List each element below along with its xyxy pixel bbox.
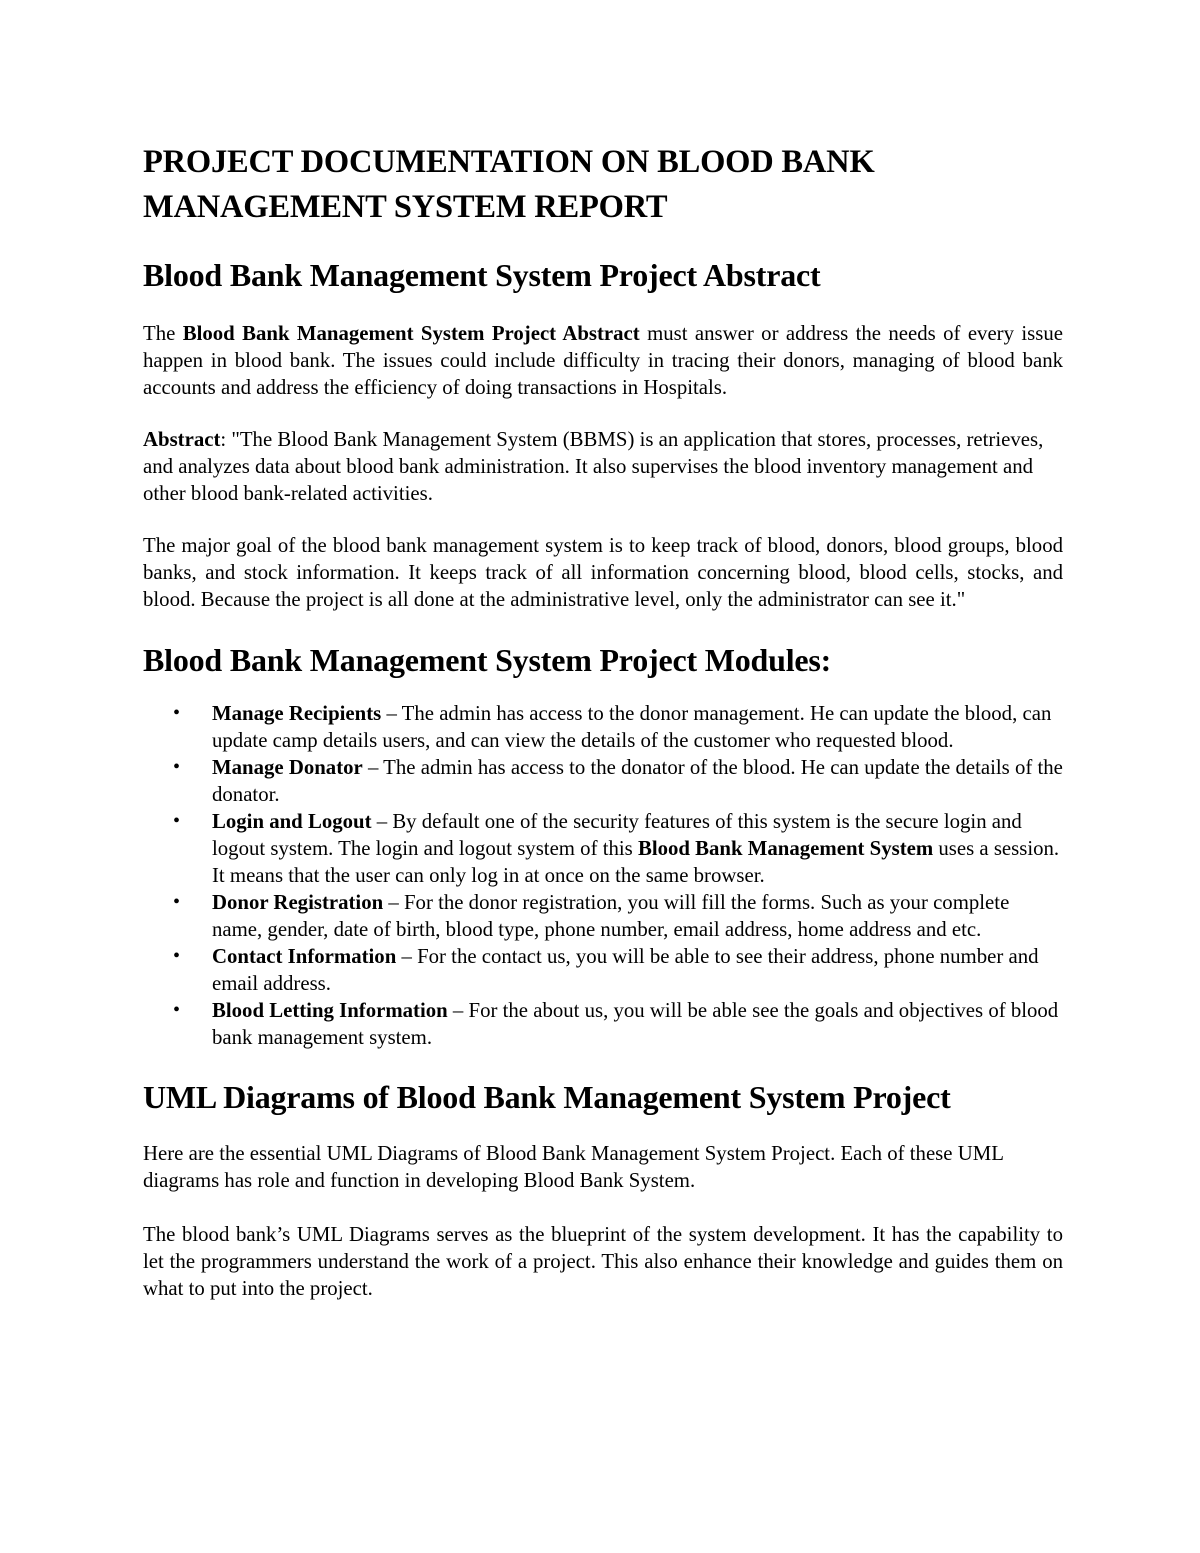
module-description: – For the about us, you will be able see the goals and objectives of blood bank management system. <box>212 999 1059 1049</box>
list-item <box>143 808 1063 889</box>
document-title: PROJECT DOCUMENTATION ON BLOOD BANK MANAGEMENT SYSTEM REPORT <box>143 144 875 225</box>
intro-bold-term: Blood Bank Management System Project Abstract <box>182 322 640 345</box>
list-item <box>143 754 1063 808</box>
uml-blueprint-paragraph: The blood bank’s UML Diagrams serves as the blueprint of the system development. It has the capability to let the programmers understand the work of a project. This also enhance their knowledge and guides them on what to put into the project. <box>143 1223 1063 1300</box>
module-name: Manage Donator <box>212 756 363 779</box>
module-description: – By default one of the security features of this system is the secure login and logout system. The login and logout system of this <box>212 810 1022 860</box>
list-item <box>143 997 1063 1051</box>
uml-heading: UML Diagrams of Blood Bank Management System Project <box>143 1079 951 1115</box>
module-description: – The admin has access to the donator of the blood. He can update the details of the donator. <box>212 756 1063 806</box>
module-description: – The admin has access to the donor management. He can update the blood, can update camp details users, and can view the details of the customer who requested blood. <box>212 702 1052 752</box>
intro-prefix: The <box>143 322 183 345</box>
uml-intro-paragraph: Here are the essential UML Diagrams of Blood Bank Management System Project. Each of these UML diagrams has role and function in developing Blood Bank System. <box>143 1142 1004 1192</box>
module-name: Blood Letting Information <box>212 999 448 1022</box>
bullet-icon: • <box>173 810 181 832</box>
abstract-heading: Blood Bank Management System Project Abstract <box>143 257 821 293</box>
abstract-intro-paragraph <box>143 320 1063 401</box>
bullet-icon: • <box>173 756 181 778</box>
module-name: Donor Registration <box>212 891 384 914</box>
module-name: Login and Logout <box>212 810 372 833</box>
abstract-paragraph <box>143 426 1063 507</box>
list-item <box>143 700 1063 754</box>
bullet-icon: • <box>173 702 181 724</box>
module-description-cont: uses a session. It means that the user can only log in at once on the same browser. <box>212 837 1060 887</box>
list-item <box>143 943 1063 997</box>
module-name: Contact Information <box>212 945 397 968</box>
modules-list <box>143 700 1063 1051</box>
bullet-icon: • <box>173 999 181 1021</box>
intro-rest: must answer or address the needs of every issue happen in blood bank. The issues could include difficulty in tracing their donors, managing of blood bank accounts and address the efficiency of doing transactions in Hospitals. <box>143 322 1063 399</box>
module-bold-term: Blood Bank Management System <box>637 837 934 860</box>
modules-heading: Blood Bank Management System Project Modules: <box>143 642 832 678</box>
abstract-text: : "The Blood Bank Management System (BBMS) is an application that stores, processes, retrieves, and analyzes data about blood bank administration. It also supervises the blood inventory management and other blood bank-related activities. <box>143 428 1044 505</box>
list-item <box>143 889 1063 943</box>
goal-paragraph: The major goal of the blood bank management system is to keep track of blood, donors, blood groups, blood banks, and stock information. It keeps track of all information concerning blood, blood cells, stocks, and blood. Because the project is all done at the administrative level, only the administrator can see it." <box>143 534 1063 611</box>
document-page <box>143 140 1063 1302</box>
abstract-label: Abstract <box>143 428 221 451</box>
module-name: Manage Recipients <box>212 702 382 725</box>
bullet-icon: • <box>173 891 181 913</box>
bullet-icon: • <box>173 945 181 967</box>
module-description: – For the contact us, you will be able to see their address, phone number and email address. <box>212 945 1039 995</box>
module-description: – For the donor registration, you will fill the forms. Such as your complete name, gender, date of birth, blood type, phone number, email address, home address and etc. <box>212 891 1010 941</box>
